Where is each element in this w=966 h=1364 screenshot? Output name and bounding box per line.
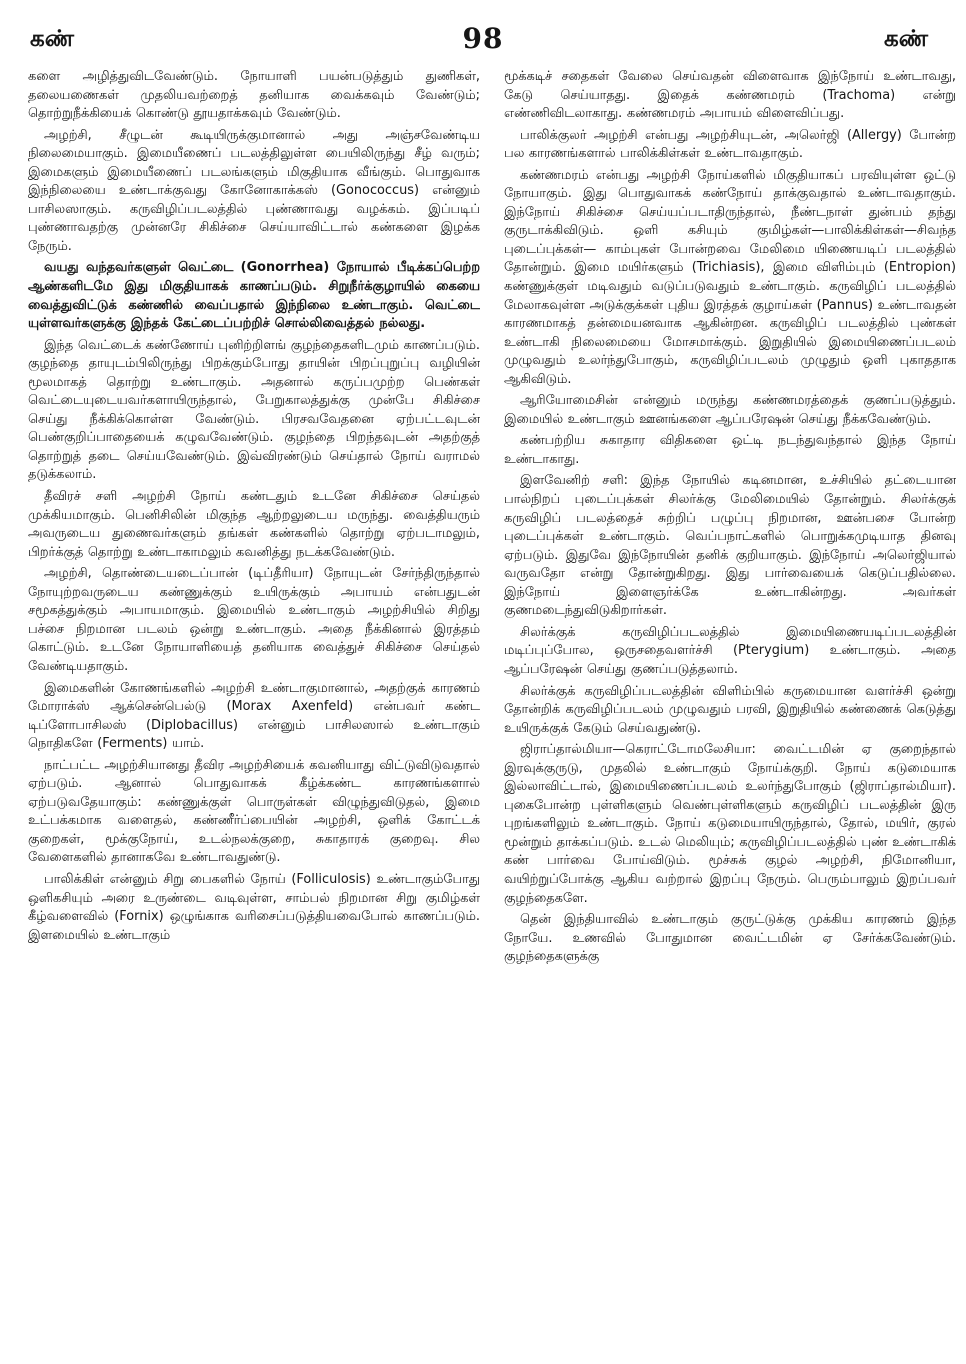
header-right-keyword: கண் xyxy=(884,26,928,52)
paragraph: ஜிராப்தால்மியா—கெராட்டோமலேசியா: வைட்டமின் ஏ குறைந்தால் இரவுக்குருடு, முதலில் உண்டாகும் நோய்க்குறி. நோய் கடுமையாக இல்லாவிட்டால், இமையிணைப்படலம் உலர்ந்துபோகும் (ஜிராப்தால்மியா). புகைபோன்ற புள்ளிகளும் வெண்புள்ளிகளும் கருவிழிப் படலத்தின் இரு புறங்களிலும் உண்டாகும். நோய் கடுமையாயிருந்தால், தோல், மயிர், குரல் மூன்றும் தாக்கப்படும். உடல் மெலியும்; கருவிழிப்படலத்தில் புண் உண்டாகிக் கண் பார்வை போய்விடும். மூச்சுக் குழல் அழற்சி, நிமோனியா, வயிற்றுப்போக்கு ஆகிய வற்றால் இறப்பு நேரும். பெரும்பாலும் இறப்பவர் குழந்தைகளே. xyxy=(504,742,956,906)
left-column xyxy=(28,68,480,1358)
paragraph: அழற்சி, தொண்டையடைப்பான் (டிப்தீரியா) நோயுடன் சேர்ந்திருந்தால் நோயுற்றவருடைய கண்ணுக்கும் உயிருக்கும் அபாயம் என்பதுடன் சமூகத்துக்கும் அபாயமாகும். இமையில் உண்டாகும் அழற்சியில் சிறிது பச்சை நிறமான படலம் ஒன்று உண்டாகும். அதை நீக்கினால் இரத்தம் கொட்டும். உடனே நோயாளியைத் தனியாக வைத்துச் சிகிச்சை செய்தல் வேண்டியதாகும். xyxy=(28,566,480,674)
paragraph: அழற்சி, சீழுடன் கூடியிருக்குமானால் அது அஞ்சவேண்டிய நிலைமையாகும். இமையீணைப் படலத்திலுள்ள பையிலிருந்து சீழ் வரும்; இமைகளும் இமையீணைப் படலங்களும் மிகுதியாக வீங்கும். பொதுவாக இந்நிலையை உண்டாக்குவது கோனோகாக்கஸ் (Gonococcus) என்னும் பாசிலஸாகும். கருவிழிப்படலத்தில் புண்ணாவது வழக்கம். இப்படிப் புண்ணாவதற்கு முன்னரே சிகிச்சை செய்யாவிட்டால் கண்களை இழக்க நேரும். xyxy=(28,127,480,254)
paragraph: ஆரியோமைசின் என்னும் மருந்து கண்ணமரத்தைக் குணப்படுத்தும். இமையில் உண்டாகும் ஊனங்களை ஆப்பரேஷன் செய்து நீக்கவேண்டும். xyxy=(504,393,956,427)
paragraph: இளவேனிற் சளி: இந்த நோயில் கடினமான, உச்சியில் தட்டையான பால்நிறப் புடைப்புக்கள் சிலர்க்கு மேலிமையில் தோன்றும். சிலர்க்குக் கருவிழிப் படலத்தைச் சுற்றிப் பழுப்பு நிறமான, ஊன்பசை போன்ற புடைப்புக்கள் உண்டாகும். வெப்பநாட்களில் பொறுக்கமுடியாத தினவு ஏற்படும். இதுவே இந்நோயின் தனிக் குறியாகும். இந்நோய் அலெர்ஜியால் வருவதோ என்று தோன்றுகிறது. இது பார்வையைக் கெடுப்பதில்லை. இந்நோய் இளைஞர்க்கே உண்டாகின்றது. அவர்கள் குணமடைந்துவிடுகிறார்கள். xyxy=(504,473,956,619)
paragraph: நாட்பட்ட அழற்சியானது தீவிர அழற்சியைக் கவனியாது விட்டுவிடுவதால் ஏற்படும். ஆனால் பொதுவாகக் கீழ்க்கண்ட காரணங்களால் ஏற்படுவதேயாகும்: கண்ணுக்குள் பொருள்கள் விழுந்துவிடுதல், இமை உட்பக்கமாக வளைதல், கண்ணீர்ப்பையின் அழற்சி, ஒளிக் கோட்டக் குறைகள், மூக்குநோய், உடல்நலக்குறை, சுகாதாரக் குறைவு. சில வேளைகளில் தானாகவே உண்டாவதுண்டு. xyxy=(28,757,480,866)
paragraph: கண்பற்றிய சுகாதார விதிகளை ஒட்டி நடந்துவந்தால் இந்த நோய் உண்டாகாது. xyxy=(504,433,956,467)
paragraph: வயது வந்தவர்களுள் வெட்டை (Gonorrhea) நோயால் பீடிக்கப்பெற்ற ஆண்களிடமே இது மிகுதியாகக் காணப்படும். சிறுநீர்க்குழாயில் கையை வைத்துவிட்டுக் கண்ணில் வைப்பதால் இந்நிலை உண்டாகும். வெட்டை யுள்ளவர்களுக்கு இந்தக் கேட்டைப்பற்றிச் சொல்லிவைத்தல் நல்லது. xyxy=(28,260,480,332)
paragraph: இமைகளின் கோணங்களில் அழற்சி உண்டாகுமானால், அதற்குக் காரணம் மோராக்ஸ் ஆக்சென்பெல்டு (Morax Axenfeld) என்பவர் கண்ட டிப்ளோபாசிலஸ் (Diplobacillus) என்னும் பாசிலஸால் உண்டாகும் நொதிகளே (Ferments) யாம். xyxy=(28,680,480,752)
paragraph: களை அழித்துவிடவேண்டும். நோயாளி பயன்படுத்தும் துணிகள், தலையணைகள் முதலியவற்றைத் தனியாக வைக்கவும் வேண்டும்; தொற்றுநீக்கியைக் கொண்டு தூயதாக்கவும் வேண்டும். xyxy=(28,69,480,122)
paragraph: சிலர்க்குக் கருவிழிப்படலத்தின் விளிம்பில் கருமையான வளர்ச்சி ஒன்று தோன்றிக் கருவிழிப்படலம் முழுவதும் பரவி, இறுதியில் கண்ணைக் கெடுத்து உயிருக்குக் கேடும் செய்வதுண்டு. xyxy=(504,683,956,736)
page-number: 98 xyxy=(462,22,504,55)
header-left-keyword: கண் xyxy=(30,26,74,52)
paragraph: சிலர்க்குக் கருவிழிப்படலத்தில் இமையிணையடிப்படலத்தின் மடிப்புப்போல, ஒருசதைவளர்ச்சி (Pterygium) உண்டாகும். அதை ஆப்பரேஷன் செய்து குணப்படுத்தலாம். xyxy=(504,624,956,677)
paragraph: தீவிரச் சளி அழற்சி நோய் கண்டதும் உடனே சிகிச்சை செய்தல் முக்கியமாகும். பெனிசிலின் மிகுந்த ஆற்றலுடைய மருந்து. வைத்தியரும் அவருடைய துணைவர்களும் தங்கள் கண்களில் தொற்று ஏற்படாமலும், பிறர்க்குத் தொற்று உண்டாகாமலும் கவனித்து நடக்கவேண்டும். xyxy=(28,489,480,560)
paragraph: பாலிக்கிள் என்னும் சிறு பைகளில் நோய் (Folliculosis) உண்டாகும்போது ஒளிகசியும் அரை உருண்டை வடிவுள்ள, சாம்பல் நிறமான சிறு குமிழ்கள் கீழ்வளைவில் (Fornix) ஒழுங்காக வரிசைப்படுத்தியவைபோல் காணப்படும். இளமையில் உண்டாகும் xyxy=(28,871,480,943)
paragraph: இந்த வெட்டைக் கண்ணோய் புனிற்றிளங் குழந்தைகளிடமும் காணப்படும். குழந்தை தாயுடம்பிலிருந்து பிறக்கும்போது தாயின் பிறப்புறுப்பு வழியின் மூலமாகத் தொற்று உண்டாகும். அதனால் கருப்பமுற்ற பெண்கள் வெட்டையுடையவர்களாயிருந்தால், பேறுகாலத்துக்கு முன்பே சிகிச்சை செய்து நீக்கிக்கொள்ள வேண்டும். பிரசவவேதனை ஏற்பட்டவுடன் பெண்குறிப்பாதையைக் கழுவவேண்டும். குழந்தை பிறந்தவுடன் அதற்குத் தொற்றுத் தடை செய்யவேண்டும். இவ்விரண்டும் செய்தால் நோய் வராமல் தடுக்கலாம். xyxy=(28,337,480,483)
paragraph: கண்ணமரம் என்பது அழற்சி நோய்களில் மிகுதியாகப் பரவியுள்ள ஒட்டு நோயாகும். இது பொதுவாகக் கண்நோய் தாக்குவதால் உண்டாவதாகும். இந்நோய் சிகிச்சை செய்யப்படாதிருந்தால், நீண்டநாள் துன்பம் தந்து குருடாக்கிவிடும். ஒளி கசியும் குமிழ்கள்—பாலிக்கிள்கள்—சிவந்த புடைப்புக்கள்— காம்புகள் போன்றவை மேலிமை யிணையடிப் படலத்தில் தோன்றும். இமை மயிர்களும் (Trichiasis), இமை விளிம்பும் (Entropion) கண்ணுக்குள் மடிவதும் வடுப்படுவதும் உண்டாகும். கருவிழிப் படலத்தில் மேலாகவுள்ள அடுக்குக்கள் புதிய இரத்தக் குழாய்கள் (Pannus) உண்டாவதன் காரணமாகத் தன்மையனவாக ஆகின்றன. கருவிழிப் படலத்தில் புண்கள் உண்டாகி நிலைமையை மோசமாக்கும். இறுதியில் இமையிணைப்படலம் முழுவதும் உலர்ந்துபோகும், கருவிழிப்படலம் முழுதும் ஒளி புகாததாக ஆகிவிடும். xyxy=(504,167,956,387)
paragraph: பாலிக்குலர் அழற்சி என்பது அழற்சியுடன், அலெர்ஜி (Allergy) போன்ற பல காரணங்களால் பாலிக்கிள்கள் உண்டாவதாகும். xyxy=(504,127,956,162)
paragraph: மூக்கடிச் சதைகள் வேலை செய்வதன் விளைவாக இந்நோய் உண்டாவது, கேடு செய்யாதது. இதைக் கண்ணமரம் (Trachoma) என்று எண்ணிவிடலாகாது. கண்ணமரம் அபாயம் விளைவிப்பது. xyxy=(504,69,956,122)
paragraph: தென் இந்தியாவில் உண்டாகும் குருட்டுக்கு முக்கிய காரணம் இந்த நோயே. உணவில் போதுமான வைட்டமின் ஏ சேர்க்கவேண்டும். குழந்தைகளுக்கு xyxy=(504,912,956,965)
right-column xyxy=(504,68,956,1358)
